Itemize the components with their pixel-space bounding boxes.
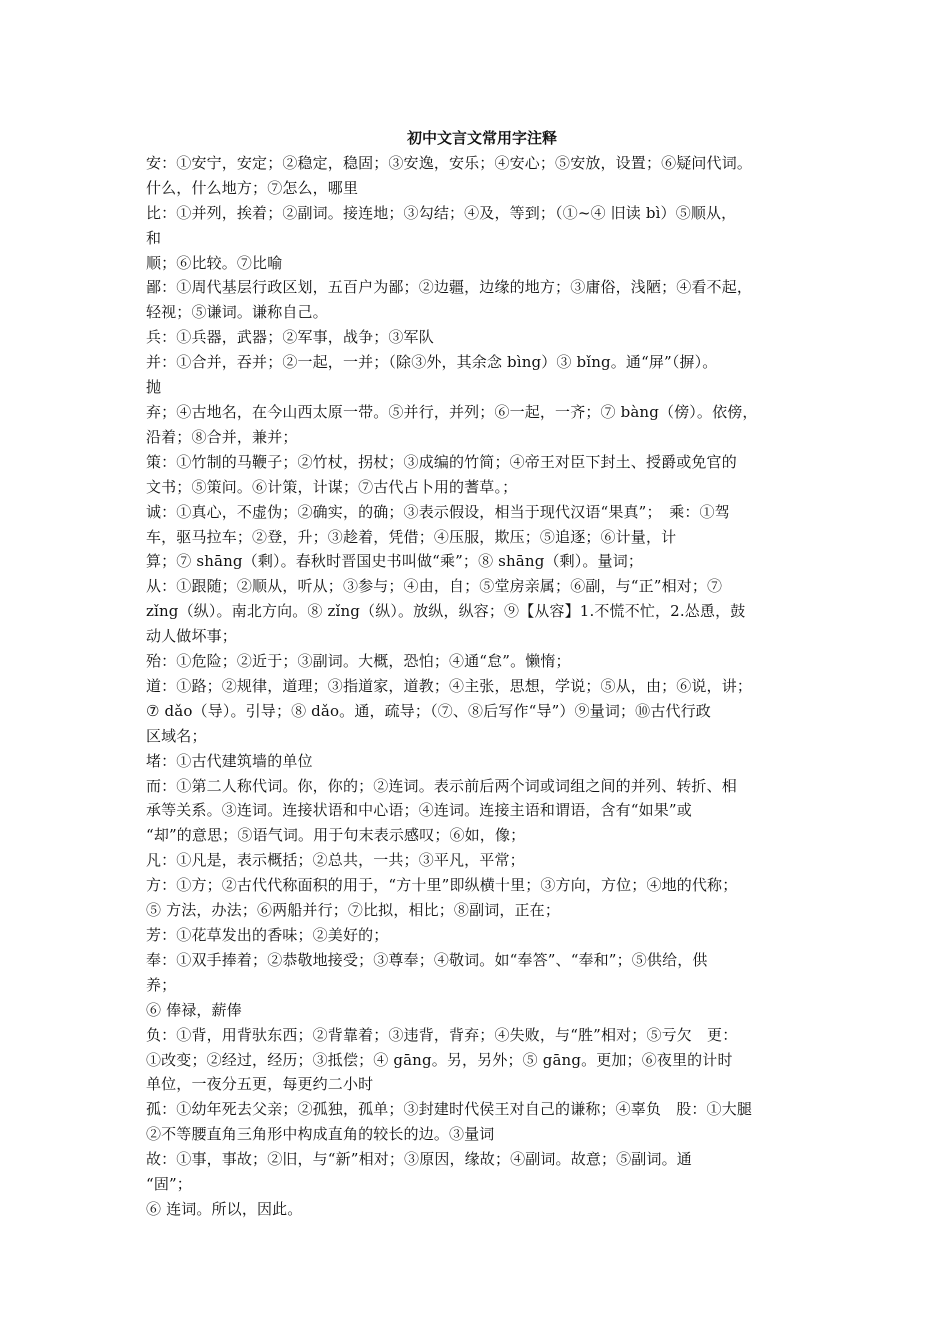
text-line: ①改变；②经过，经历；③抵偿；④ gāng。另，另外；⑤ gāng。更加；⑥夜里的计时 <box>146 1050 733 1069</box>
text-line: 道：①路；②规律，道理；③指道家，道教；④主张，思想，学说；⑤从，由；⑥说，讲； <box>146 676 753 695</box>
text-line: 算；⑦ shāng（剩）。春秋时晋国史书叫做“乘”；⑧ shāng（剩）。量词； <box>146 552 644 571</box>
text-line: 沿着；⑧合并，兼并； <box>146 427 298 446</box>
document-body <box>146 151 818 1222</box>
text-line: 弃；④古地名，在今山西太原一带。⑤并行，并列；⑥一起，一齐；⑦ bàng（傍）。依傍， <box>146 402 758 421</box>
text-line: 策：①竹制的马鞭子；②竹杖，拐杖；③成编的竹简；④帝王对臣下封土、授爵或免官的 <box>146 452 737 471</box>
text-line: 安：①安宁，安定；②稳定，稳固；③安逸，安乐；④安心；⑤安放，设置；⑥疑问代词。 <box>146 153 753 172</box>
text-line: zǐng（纵）。南北方向。⑧ zǐng（纵）。放纵，纵容；⑨【从容】1.不慌不忙，2.怂恿，鼓 <box>146 602 746 621</box>
text-line: 凡：①凡是，表示概括；②总共，一共；③平凡，平常； <box>146 851 525 870</box>
text-line: 奉：①双手捧着；②恭敬地接受；③尊奉；④敬词。如“奉答”、“奉和”；⑤供给，供 <box>146 950 708 969</box>
text-line: ⑥ 俸禄，薪俸 <box>146 1000 242 1019</box>
text-line: 并：①合并，吞并；②一起，一并；（除③外，其余念 bìng）③ bǐng。通“屏”（摒）。 <box>146 353 718 372</box>
text-line: 文书；⑤策问。⑥计策，计谋；⑦古代占卜用的蓍草。； <box>146 477 518 496</box>
document-title: 初中文言文常用字注释 <box>406 129 557 147</box>
text-line: 从：①跟随；②顺从，听从；③参与；④由，自；⑤堂房亲属；⑥副，与“正”相对；⑦ <box>146 577 723 596</box>
text-line: 孤：①幼年死去父亲；②孤独，孤单；③封建时代侯王对自己的谦称；④辜负 股：①大腿 <box>146 1100 753 1119</box>
text-line: 故：①事，事故；②旧，与“新”相对；③原因，缘故；④副词。故意；⑤副词。通 <box>146 1150 692 1169</box>
text-line: 芳：①花草发出的香味；②美好的； <box>146 926 389 944</box>
text-line: 养； <box>146 975 177 994</box>
text-line: 而：①第二人称代词。你，你的；②连词。表示前后两个词或词组之间的并列、转折、相 <box>146 776 737 795</box>
text-line: “却”的意思；⑤语气词。用于句末表示感叹；⑥如，像； <box>146 826 526 845</box>
text-line: 方：①方；②古代代称面积的用于，“方十里”即纵横十里；③方向，方位；④地的代称； <box>146 876 738 895</box>
text-line: 堵：①古代建筑墙的单位 <box>146 751 313 770</box>
text-line: 车，驱马拉车；②登，升；③趁着，凭借；④压服，欺压；⑤追逐；⑥计量，计 <box>146 527 677 546</box>
text-line: 轻视；⑤谦词。谦称自己。 <box>146 303 328 322</box>
text-line: 顺；⑥比较。⑦比喻 <box>146 253 283 272</box>
text-line: ②不等腰直角三角形中构成直角的较长的边。③量词 <box>146 1125 495 1144</box>
text-line: 鄙：①周代基层行政区划，五百户为鄙；②边疆，边缘的地方；③庸俗，浅陋；④看不起， <box>146 278 753 297</box>
text-line: 兵：①兵器，武器；②军事，战争；③军队 <box>146 328 434 347</box>
text-line: “固”； <box>146 1175 192 1194</box>
text-line: 和 <box>146 228 162 247</box>
text-line: 比：①并列，挨着；②副词。接连地；③勾结；④及，等到；（①~④ 旧读 bì）⑤顺从， <box>146 203 737 222</box>
text-line: 负：①背，用背驮东西；②背靠着；③违背，背弃；④失败，与“胜”相对；⑤亏欠 更： <box>146 1025 738 1044</box>
text-line: 单位，一夜分五更，每更约二小时 <box>146 1075 374 1094</box>
text-line: 诚：①真心，不虚伪；②确实，的确；③表示假设，相当于现代汉语“果真”； 乘：①驾 <box>146 502 730 521</box>
text-line: ⑤ 方法，办法；⑥两船并行；⑦比拟，相比；⑧副词，正在； <box>146 901 560 920</box>
text-line: 什么，什么地方；⑦怎么，哪里 <box>146 178 359 197</box>
text-line: ⑦ dǎo（导）。引导；⑧ dǎo。通，疏导；（⑦、⑧后写作“导”）⑨量词；⑩古代行政 <box>146 701 711 720</box>
text-line: 抛 <box>146 378 162 397</box>
text-line: 承等关系。③连词。连接状语和中心语；④连词。连接主语和谓语，含有“如果”或 <box>146 801 692 820</box>
text-line: 动人做坏事； <box>146 627 237 646</box>
document-page <box>146 126 818 1222</box>
text-line: 殆：①危险；②近于；③副词。大概，恐怕；④通“怠”。懒惰； <box>146 652 571 671</box>
text-line: 区域名； <box>146 726 207 745</box>
text-line: ⑥ 连词。所以，因此。 <box>146 1199 303 1218</box>
